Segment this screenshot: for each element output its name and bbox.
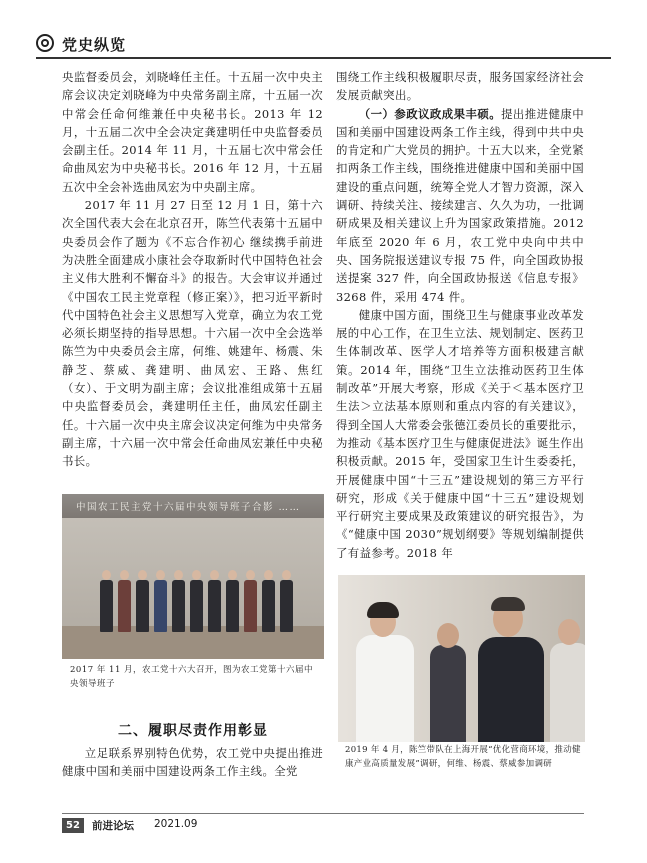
person-figure: [172, 570, 185, 632]
left-column-bottom: [62, 744, 323, 781]
left-column: [62, 68, 323, 471]
page-footer: [62, 813, 584, 835]
footer-divider: [62, 813, 584, 814]
section-heading: 二、履职尽责作用彰显: [118, 723, 268, 739]
person-figure: [280, 570, 293, 632]
person-figure: [118, 570, 131, 632]
person-figure: [190, 570, 203, 632]
person-figure: [244, 570, 257, 632]
right-column: [336, 68, 584, 562]
right-paragraph-2: [336, 105, 584, 306]
person-figure: [430, 645, 466, 742]
right-paragraph-1: 围绕工作主线积极履职尽责，服务国家经济社会发展贡献突出。: [336, 70, 584, 103]
photo-caption-2: 2019 年 4 月，陈竺带队在上海开展“优化营商环境，推动健康产业高质量发展”调研，何维、杨震、蔡威参加调研: [345, 745, 581, 769]
left-paragraph-1: 央监督委员会，刘晓峰任主任。十五届一次中央主席会议决定刘晓峰为中央常务副主席，十五届一次中常会任命何维兼任中央秘书长。2013 年 12 月，十五届二次中全会决定龚建明任中央监督委员会副主任。2014 年 11 月，十五届七次中常会任命曲凤宏为中央秘书长。2016 年 12 月，十五届五次中全会补选曲凤宏为中央副主席。: [62, 70, 323, 194]
subheading-lead: （一）参政议政成果丰硕。: [358, 106, 502, 121]
issue-date: 2021.09: [154, 818, 198, 830]
person-hair: [491, 597, 525, 611]
photo-caption-1: 2017 年 11 月，农工党十六大召开，图为农工党第十六届中央领导班子: [70, 665, 314, 689]
white-coat-figure: [356, 635, 414, 742]
group-photo: [62, 494, 324, 659]
photo-banner-text: 中国农工民主党十六届中央领导班子合影 ……: [76, 502, 301, 513]
section-title: 党史纵览: [62, 36, 127, 54]
person-head: [437, 623, 459, 648]
right-paragraph-3: 健康中国方面，围绕卫生与健康事业改革发展的中心工作，在卫生立法、规划制定、医药卫生体制改革、医学人才培养等方面积极建言献策。2014 年，围绕“卫生立法推动医药卫生体制改革”开展大考察，形成《关于＜基本医疗卫生法＞立法基本原则和重点内容的有关建议》，得到全国人大常委会张德江委员长的重要批示，为推动《基本医疗卫生与健康促进法》诞生作出积极贡献。2015 年，受国家卫生计生委委托，开展健康中国“十三五”建设规划的第三方平行研究，形成《关于健康中国“十三五”建设规划平行研究主要成果及政策建议的研究报告》，为《“健康中国 2030”规划纲要》等规划编制提供了有益参考。2018 年: [336, 307, 584, 560]
section-logo-icon: [36, 34, 54, 52]
suit-figure: [478, 637, 544, 742]
person-figure: [154, 570, 167, 632]
right-paragraph-2-body: 提出推进健康中国和美丽中国建设两条工作主线，得到中共中央的肯定和广大党员的拥护。十五大以来，全党紧扣两条工作主线，围绕推进健康中国和美丽中国建设的重点问题，统筹全党人才智力资源，深入调研、持续关注、接续建言、久久为功，一批调研成果及相关建议上升为国家政策措施。2012 年底至 2020 年 6 月，农工党中央向中共中央、国务院报送建议专报 75 件，向全国政协报送提案 327 件，向全国政协报送《信息专报》3268 件，采用 474 件。: [336, 106, 584, 304]
left-paragraph-2: 2017 年 11 月 27 日至 12 月 1 日，第十六次全国代表大会在北京召开，陈竺代表第十五届中央委员会作了题为《不忘合作初心 继续携手前进为决胜全面建成小康社会夺取新时代中国特色社会主义伟大胜利不懈奋斗》的报告。大会审议并通过《中国农工民主党章程（修正案）》，把习近平新时代中国特色社会主义思想写入党章，确立为农工党必须长期坚持的指导思想。十六届一次中全会选举陈竺为中央委员会主席，何维、姚建年、杨震、朱静芝、蔡威、龚建明、曲凤宏、王路、焦红（女）、于文明为副主席；会议批准组成第十五届中央监督委员会，龚建明任主任，曲凤宏任副主任。十六届一次中央主席会议决定何维为中央常务副主席，十六届一次中常会任命曲凤宏兼任中央秘书长。: [62, 198, 324, 469]
person-figure: [136, 570, 149, 632]
person-hair: [367, 602, 399, 618]
left-paragraph-3: 立足联系界别特色优势，农工党中央提出推进健康中国和美丽中国建设两条工作主线。全党: [62, 746, 323, 779]
person-figure: [208, 570, 221, 632]
person-figure: [226, 570, 239, 632]
page-header: [36, 30, 611, 58]
visit-photo: [338, 575, 585, 742]
person-figure: [100, 570, 113, 632]
page-number: 52: [62, 818, 84, 833]
person-figure: [262, 570, 275, 632]
photo-banner: [62, 494, 324, 518]
magazine-name: 前进论坛: [92, 820, 134, 832]
header-divider: [36, 57, 611, 59]
person-head: [558, 619, 580, 645]
person-figure: [550, 643, 585, 742]
